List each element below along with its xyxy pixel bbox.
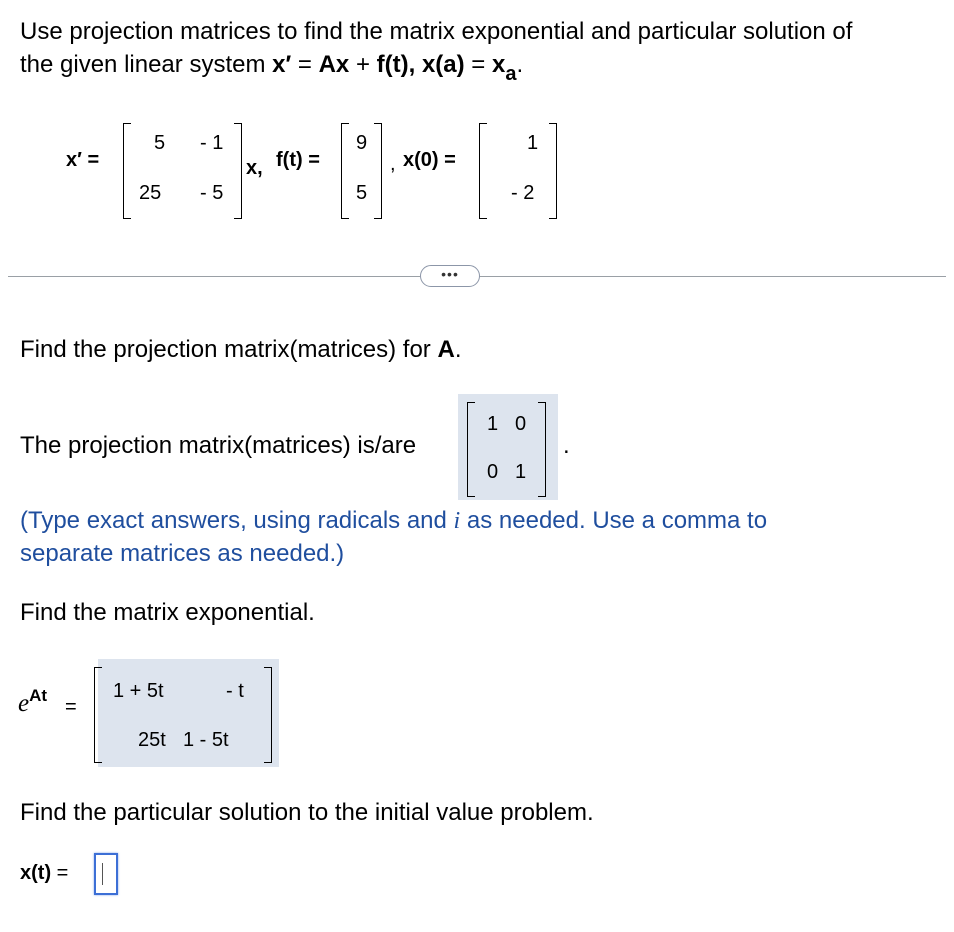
vector-x0-right-bracket	[549, 123, 557, 219]
exp-right-bracket	[264, 667, 272, 763]
P-12: 0	[515, 413, 527, 435]
f-1: 9	[356, 132, 368, 154]
A-21: 25	[139, 182, 162, 204]
q1-hint-line-1: (Type exact answers, using radicals and i as needed. Use a comma to	[20, 507, 768, 534]
f-2: 5	[356, 182, 368, 204]
divider-right	[478, 276, 946, 277]
q2-heading: Find the matrix exponential.	[20, 599, 315, 626]
A-22: - 5	[200, 182, 224, 204]
x0-2: - 2	[511, 182, 535, 204]
vector-x0-left-bracket	[479, 123, 487, 219]
P-22: 1	[515, 461, 527, 483]
eAt-label: $e^{At}$	[18, 686, 48, 717]
eAt-equals: =	[65, 696, 77, 718]
q1-hint-line-2: separate matrices as needed.)	[20, 540, 345, 567]
projection-right-bracket	[538, 402, 546, 497]
divider-left	[8, 276, 420, 277]
xt-label: x(t) =	[20, 862, 69, 884]
E-21: 25t	[138, 729, 166, 751]
P-21: 0	[487, 461, 499, 483]
vector-f-left-bracket	[341, 123, 349, 219]
x0-label: x(0) =	[403, 149, 456, 171]
x0-1: 1	[527, 132, 539, 154]
matrix-A-left-bracket	[123, 123, 131, 219]
comma: ,	[390, 153, 396, 175]
projection-left-bracket	[467, 402, 475, 497]
x-comma-label: x,	[246, 157, 263, 179]
E-11: 1 + 5t	[113, 680, 164, 702]
vector-f-right-bracket	[374, 123, 382, 219]
problem-line-2: the given linear system x′ = Ax + f(t), $x(a) = x_a$.	[20, 51, 524, 85]
q1-answer-period: .	[563, 432, 570, 459]
P-11: 1	[487, 413, 499, 435]
show-more-button[interactable]: •••	[420, 265, 480, 287]
A-12: - 1	[200, 132, 224, 154]
q3-heading: Find the particular solution to the initial value problem.	[20, 799, 594, 826]
xprime-label: x′ =	[66, 149, 100, 171]
q1-heading: Find the projection matrix(matrices) for A.	[20, 336, 462, 363]
matrix-A-right-bracket	[234, 123, 242, 219]
q1-answer-label: The projection matrix(matrices) is/are	[20, 432, 417, 459]
E-22: 1 - 5t	[183, 729, 229, 751]
f-label: f(t) =	[276, 149, 320, 171]
problem-line-1: Use projection matrices to find the matrix exponential and particular solution of	[20, 18, 853, 45]
A-11: 5	[154, 132, 166, 154]
exp-left-bracket	[94, 667, 102, 763]
text-cursor	[102, 863, 103, 885]
E-12: - t	[226, 680, 244, 702]
particular-solution-input[interactable]	[94, 853, 118, 895]
